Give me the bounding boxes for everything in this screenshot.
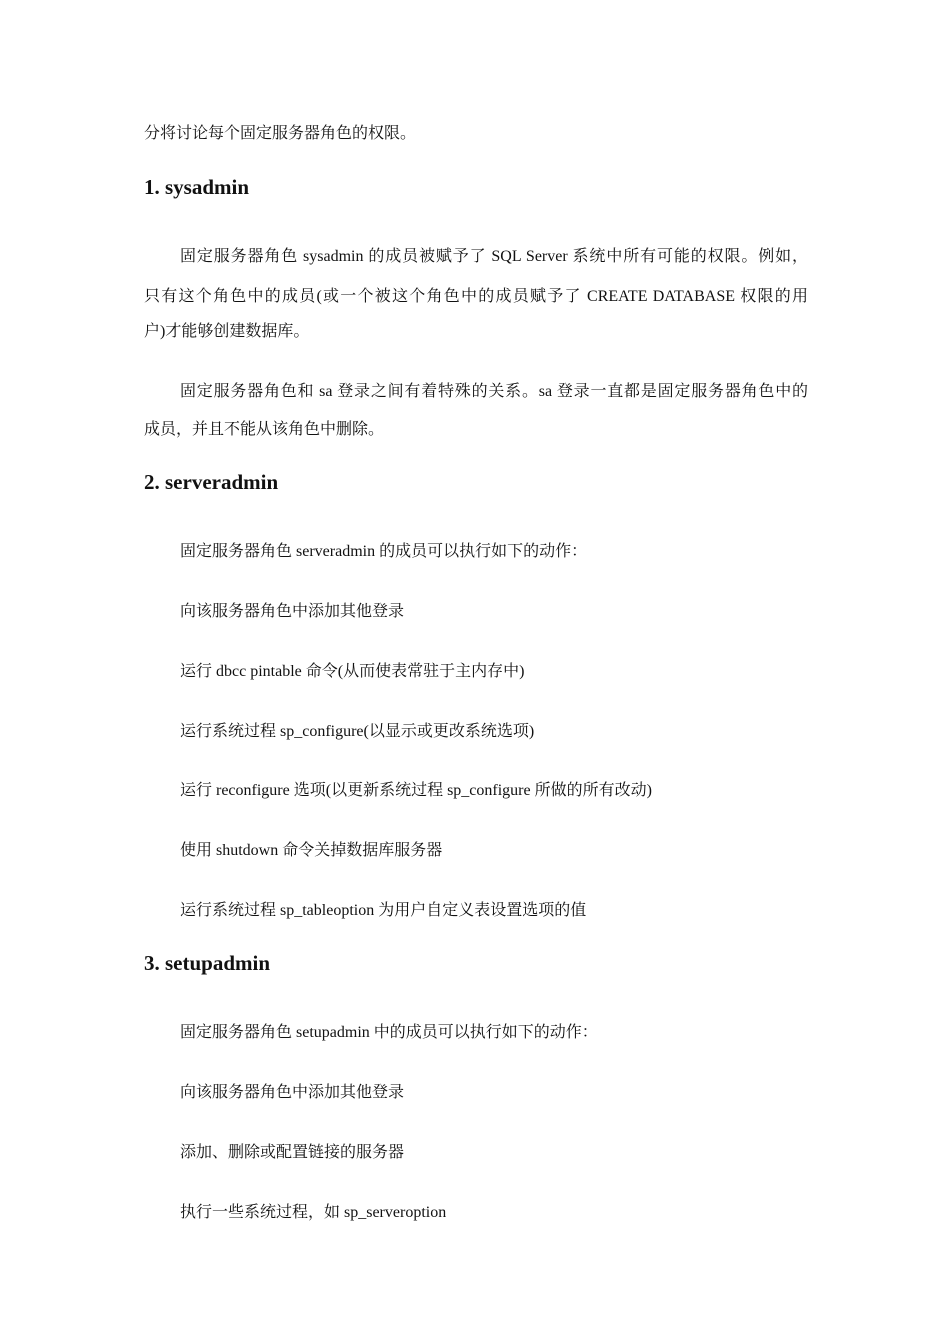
sysadmin-para1-line3: 户)才能够创建数据库。 xyxy=(144,323,310,340)
section-heading-sysadmin: 1. sysadmin xyxy=(144,175,250,199)
setupadmin-item: 执行一些系统过程，如 sp_serveroption xyxy=(180,1204,447,1221)
section-heading-setupadmin: 3. setupadmin xyxy=(144,951,271,975)
setupadmin-item: 添加、删除或配置链接的服务器 xyxy=(180,1144,405,1161)
section-heading-serveradmin: 2. serveradmin xyxy=(144,470,279,494)
serveradmin-item: 运行系统过程 sp_tableoption 为用户自定义表设置选项的值 xyxy=(180,902,587,919)
serveradmin-item: 向该服务器角色中添加其他登录 xyxy=(180,603,405,620)
sysadmin-para2-line1: 固定服务器角色和 sa 登录之间有着特殊的关系。sa 登录一直都是固定服务器角色中的 xyxy=(180,383,808,400)
sysadmin-para1-line1: 固定服务器角色 sysadmin 的成员被赋予了 SQL Server 系统中所有可能的权限。例如， xyxy=(180,248,808,265)
serveradmin-item: 运行 dbcc pintable 命令(从而使表常驻于主内存中) xyxy=(180,663,525,680)
serveradmin-lead: 固定服务器角色 serveradmin 的成员可以执行如下的动作： xyxy=(180,543,588,560)
sysadmin-para2-line2: 成员，并且不能从该角色中删除。 xyxy=(144,421,385,438)
serveradmin-item: 使用 shutdown 命令关掉数据库服务器 xyxy=(180,842,443,859)
setupadmin-lead: 固定服务器角色 setupadmin 中的成员可以执行如下的动作： xyxy=(180,1024,598,1041)
sysadmin-para1-line2: 只有这个角色中的成员(或一个被这个角色中的成员赋予了 CREATE DATABASE 权限的用 xyxy=(144,288,808,305)
setupadmin-item: 向该服务器角色中添加其他登录 xyxy=(180,1084,405,1101)
intro-text: 分将讨论每个固定服务器角色的权限。 xyxy=(144,125,417,142)
serveradmin-item: 运行 reconfigure 选项(以更新系统过程 sp_configure 所做的所有改动) xyxy=(180,782,652,799)
serveradmin-item: 运行系统过程 sp_configure(以显示或更改系统选项) xyxy=(180,723,535,740)
